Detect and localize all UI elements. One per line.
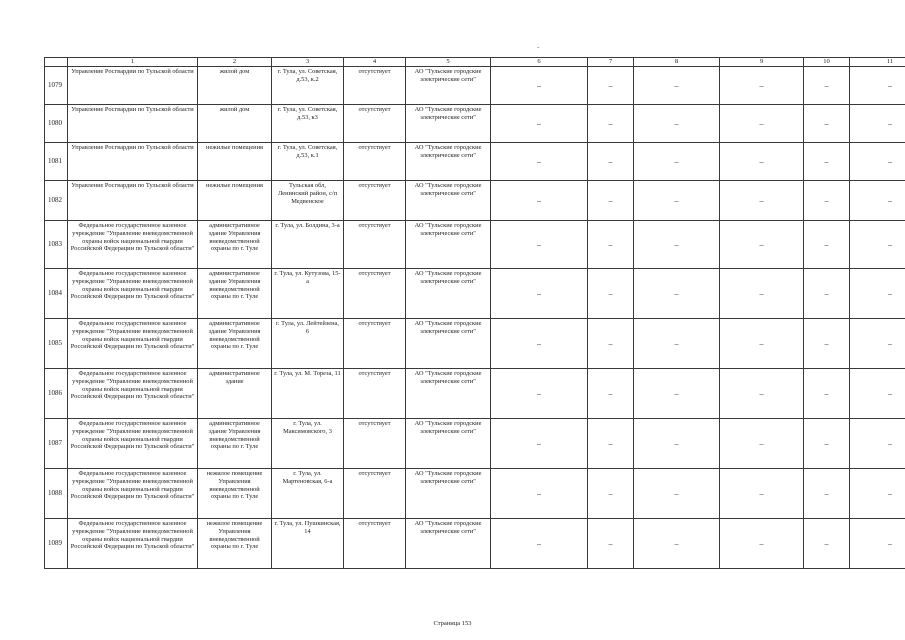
supplier-cell: АО "Тульские городские электрические сети" bbox=[406, 269, 491, 319]
page-number: Страница 153 bbox=[433, 620, 472, 627]
dash-cell: – bbox=[804, 269, 850, 319]
dash-cell: – bbox=[491, 469, 588, 519]
dash-cell: – bbox=[491, 519, 588, 569]
dash-cell: – bbox=[850, 181, 905, 221]
dash-cell: – bbox=[491, 419, 588, 469]
row-number-cell: 1087 bbox=[45, 419, 68, 469]
header-cell: 4 bbox=[344, 58, 406, 67]
col4-cell: отсутствует bbox=[344, 519, 406, 569]
table-row bbox=[45, 319, 905, 369]
table-row bbox=[45, 369, 905, 419]
dash-cell: – bbox=[491, 143, 588, 181]
object-type-cell: административное здание Управления вневедомственной охраны по г. Туле bbox=[198, 319, 272, 369]
object-type-cell: административное здание Управления вневедомственной охраны по г. Туле bbox=[198, 269, 272, 319]
address-cell: г. Тула, ул. Советская, д.53, к.2 bbox=[272, 67, 344, 105]
dash-cell: – bbox=[720, 67, 804, 105]
dash-cell: – bbox=[634, 319, 720, 369]
header-row bbox=[45, 58, 905, 67]
owner-cell: Управление Росгвардии по Тульской области bbox=[68, 67, 198, 105]
row-number-cell: 1083 bbox=[45, 221, 68, 269]
owner-cell: Управление Росгвардии по Тульской области bbox=[68, 105, 198, 143]
header-cell: 7 bbox=[588, 58, 634, 67]
dash-cell: – bbox=[804, 469, 850, 519]
dash-cell: – bbox=[804, 519, 850, 569]
row-number-cell: 1082 bbox=[45, 181, 68, 221]
dash-cell: – bbox=[634, 419, 720, 469]
dash-cell: – bbox=[720, 269, 804, 319]
supplier-cell: АО "Тульские городские электрические сети" bbox=[406, 319, 491, 369]
dash-cell: – bbox=[634, 269, 720, 319]
dash-cell: – bbox=[634, 369, 720, 419]
address-cell: Тульская обл, Ленинский район, с/п Медвенское bbox=[272, 181, 344, 221]
header-cell-blank bbox=[45, 58, 68, 67]
dash-cell: – bbox=[588, 369, 634, 419]
col4-cell: отсутствует bbox=[344, 319, 406, 369]
owner-cell: Федеральное государственное казенное учреждение "Управление вневедомственной охраны войск национальной гвардии Российской Федерации по Тульской области" bbox=[68, 221, 198, 269]
dash-cell: – bbox=[588, 221, 634, 269]
supplier-cell: АО "Тульские городские электрические сети" bbox=[406, 519, 491, 569]
supplier-cell: АО "Тульские городские электрические сети" bbox=[406, 105, 491, 143]
owner-cell: Федеральное государственное казенное учреждение "Управление вневедомственной охраны войск национальной гвардии Российской Федерации по Тульской области" bbox=[68, 369, 198, 419]
dash-cell: – bbox=[634, 143, 720, 181]
supplier-cell: АО "Тульские городские электрические сети" bbox=[406, 181, 491, 221]
dash-cell: – bbox=[720, 419, 804, 469]
owner-cell: Управление Росгвардии по Тульской области bbox=[68, 181, 198, 221]
address-cell: г. Тула, ул. Кутузова, 15-а bbox=[272, 269, 344, 319]
dash-cell: – bbox=[491, 105, 588, 143]
table-row bbox=[45, 221, 905, 269]
dash-cell: – bbox=[850, 369, 905, 419]
table-row bbox=[45, 519, 905, 569]
col4-cell: отсутствует bbox=[344, 143, 406, 181]
table-row bbox=[45, 269, 905, 319]
dash-cell: – bbox=[850, 67, 905, 105]
dash-cell: – bbox=[850, 419, 905, 469]
header-cell: 5 bbox=[406, 58, 491, 67]
dash-cell: – bbox=[491, 221, 588, 269]
object-type-cell: нежилое помещение Управления вневедомственной охраны по г. Туле bbox=[198, 469, 272, 519]
dash-cell: – bbox=[588, 143, 634, 181]
header-cell: 10 bbox=[804, 58, 850, 67]
address-cell: г. Тула, ул. М. Тореза, 11 bbox=[272, 369, 344, 419]
dash-cell: – bbox=[850, 269, 905, 319]
header-cell: 2 bbox=[198, 58, 272, 67]
dash-cell: – bbox=[491, 269, 588, 319]
dash-cell: – bbox=[850, 469, 905, 519]
col4-cell: отсутствует bbox=[344, 469, 406, 519]
header-cell: 8 bbox=[634, 58, 720, 67]
dash-cell: – bbox=[804, 105, 850, 143]
supplier-cell: АО "Тульские городские электрические сети" bbox=[406, 469, 491, 519]
dash-cell: – bbox=[588, 269, 634, 319]
dash-cell: – bbox=[588, 105, 634, 143]
header-cell: 9 bbox=[720, 58, 804, 67]
registry-table bbox=[44, 57, 905, 569]
object-type-cell: нежилые помещения bbox=[198, 143, 272, 181]
dash-cell: – bbox=[804, 67, 850, 105]
supplier-cell: АО "Тульские городские электрические сети" bbox=[406, 221, 491, 269]
dash-cell: – bbox=[491, 67, 588, 105]
dash-cell: – bbox=[804, 419, 850, 469]
table-row bbox=[45, 105, 905, 143]
dash-cell: – bbox=[720, 221, 804, 269]
address-cell: г. Тула, ул. Лейтейзена, 6 bbox=[272, 319, 344, 369]
object-type-cell: административное здание bbox=[198, 369, 272, 419]
col4-cell: отсутствует bbox=[344, 269, 406, 319]
dash-cell: – bbox=[720, 181, 804, 221]
row-number-cell: 1081 bbox=[45, 143, 68, 181]
table-row bbox=[45, 181, 905, 221]
dash-cell: – bbox=[634, 67, 720, 105]
table-row bbox=[45, 419, 905, 469]
header-cell: 11 bbox=[850, 58, 905, 67]
dash-cell: – bbox=[634, 519, 720, 569]
dash-cell: – bbox=[588, 67, 634, 105]
address-cell: г. Тула, ул. Советская, д.53, к.1 bbox=[272, 143, 344, 181]
top-mark: - bbox=[537, 43, 540, 51]
address-cell: г. Тула, ул. Максимовского, 3 bbox=[272, 419, 344, 469]
dash-cell: – bbox=[720, 369, 804, 419]
object-type-cell: жилой дом bbox=[198, 67, 272, 105]
address-cell: г. Тула, ул. Мартеновская, 6-а bbox=[272, 469, 344, 519]
dash-cell: – bbox=[634, 221, 720, 269]
object-type-cell: жилой дом bbox=[198, 105, 272, 143]
dash-cell: – bbox=[720, 519, 804, 569]
dash-cell: – bbox=[588, 469, 634, 519]
owner-cell: Федеральное государственное казенное учреждение "Управление вневедомственной охраны войск национальной гвардии Российской Федерации по Тульской области" bbox=[68, 419, 198, 469]
supplier-cell: АО "Тульские городские электрические сети" bbox=[406, 369, 491, 419]
supplier-cell: АО "Тульские городские электрические сети" bbox=[406, 143, 491, 181]
supplier-cell: АО "Тульские городские электрические сети" bbox=[406, 67, 491, 105]
dash-cell: – bbox=[634, 181, 720, 221]
table-row bbox=[45, 469, 905, 519]
object-type-cell: нежилое помещение Управления вневедомственной охраны по г. Туле bbox=[198, 519, 272, 569]
dash-cell: – bbox=[850, 105, 905, 143]
dash-cell: – bbox=[720, 319, 804, 369]
row-number-cell: 1079 bbox=[45, 67, 68, 105]
address-cell: г. Тула, ул. Пушкинская, 14 bbox=[272, 519, 344, 569]
dash-cell: – bbox=[804, 369, 850, 419]
row-number-cell: 1084 bbox=[45, 269, 68, 319]
dash-cell: – bbox=[850, 319, 905, 369]
dash-cell: – bbox=[491, 181, 588, 221]
object-type-cell: нежилые помещения bbox=[198, 181, 272, 221]
row-number-cell: 1088 bbox=[45, 469, 68, 519]
dash-cell: – bbox=[491, 319, 588, 369]
dash-cell: – bbox=[850, 221, 905, 269]
col4-cell: отсутствует bbox=[344, 221, 406, 269]
row-number-cell: 1080 bbox=[45, 105, 68, 143]
dash-cell: – bbox=[588, 181, 634, 221]
col4-cell: отсутствует bbox=[344, 181, 406, 221]
address-cell: г. Тула, ул. Советская, д.53, к3 bbox=[272, 105, 344, 143]
dash-cell: – bbox=[588, 419, 634, 469]
owner-cell: Федеральное государственное казенное учреждение "Управление вневедомственной охраны войск национальной гвардии Российской Федерации по Тульской области" bbox=[68, 269, 198, 319]
col4-cell: отсутствует bbox=[344, 67, 406, 105]
dash-cell: – bbox=[720, 143, 804, 181]
row-number-cell: 1089 bbox=[45, 519, 68, 569]
owner-cell: Федеральное государственное казенное учреждение "Управление вневедомственной охраны войск национальной гвардии Российской Федерации по Тульской области" bbox=[68, 319, 198, 369]
dash-cell: – bbox=[588, 519, 634, 569]
header-cell: 1 bbox=[68, 58, 198, 67]
supplier-cell: АО "Тульские городские электрические сети" bbox=[406, 419, 491, 469]
dash-cell: – bbox=[720, 469, 804, 519]
owner-cell: Федеральное государственное казенное учреждение "Управление вневедомственной охраны войск национальной гвардии Российской Федерации по Тульской области" bbox=[68, 519, 198, 569]
col4-cell: отсутствует bbox=[344, 105, 406, 143]
owner-cell: Управление Росгвардии по Тульской области bbox=[68, 143, 198, 181]
dash-cell: – bbox=[804, 319, 850, 369]
header-cell: 6 bbox=[491, 58, 588, 67]
dash-cell: – bbox=[491, 369, 588, 419]
dash-cell: – bbox=[720, 105, 804, 143]
dash-cell: – bbox=[804, 221, 850, 269]
dash-cell: – bbox=[804, 143, 850, 181]
table-row bbox=[45, 67, 905, 105]
col4-cell: отсутствует bbox=[344, 369, 406, 419]
dash-cell: – bbox=[634, 469, 720, 519]
dash-cell: – bbox=[850, 519, 905, 569]
row-number-cell: 1086 bbox=[45, 369, 68, 419]
object-type-cell: административное здание Управления вневедомственной охраны по г. Туле bbox=[198, 419, 272, 469]
table-row bbox=[45, 143, 905, 181]
object-type-cell: административное здание Управления вневедомственной охраны по г. Туле bbox=[198, 221, 272, 269]
dash-cell: – bbox=[804, 181, 850, 221]
dash-cell: – bbox=[634, 105, 720, 143]
table-body bbox=[45, 58, 905, 569]
owner-cell: Федеральное государственное казенное учреждение "Управление вневедомственной охраны войск национальной гвардии Российской Федерации по Тульской области" bbox=[68, 469, 198, 519]
dash-cell: – bbox=[850, 143, 905, 181]
col4-cell: отсутствует bbox=[344, 419, 406, 469]
address-cell: г. Тула, ул. Болдина, 3-а bbox=[272, 221, 344, 269]
header-cell: 3 bbox=[272, 58, 344, 67]
dash-cell: – bbox=[588, 319, 634, 369]
row-number-cell: 1085 bbox=[45, 319, 68, 369]
